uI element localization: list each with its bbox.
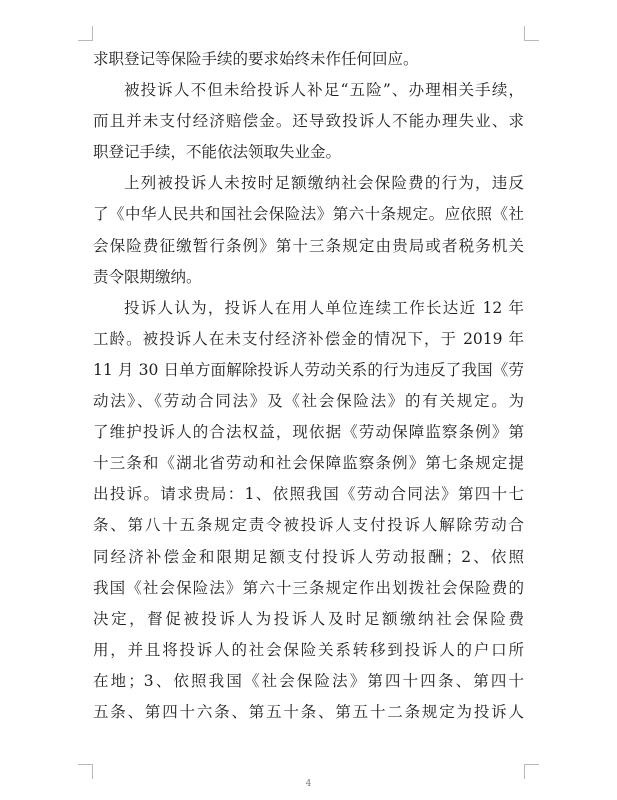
text-line: 职登记手续，不能依法领取失业金。 xyxy=(93,143,342,162)
corner-mark-bottom-left xyxy=(78,764,93,779)
text-line: 我国《社会保险法》第六十三条规定作出划拨社会保险费的 xyxy=(93,578,524,597)
corner-mark-top-right xyxy=(524,26,539,41)
text-line: 同经济补偿金和限期足额支付投诉人劳动报酬；2、依照 xyxy=(93,547,524,566)
text-line: 条、第八十五条规定责令被投诉人支付投诉人解除劳动合 xyxy=(93,516,524,535)
text-line: 被投诉人不但未给投诉人补足“五险”、办理相关手续， xyxy=(124,81,524,100)
text-line: 会保险费征缴暂行条例》第十三条规定由贵局或者税务机关 xyxy=(93,236,524,255)
text-line: 责令限期缴纳。 xyxy=(93,267,202,286)
text-line: 11 月 30 日单方面解除投诉人劳动关系的行为违反了我国《劳 xyxy=(93,360,524,379)
text-line: 投诉人认为，投诉人在用人单位连续工作长达近 12 年 xyxy=(124,298,524,317)
text-line: 用，并且将投诉人的社会保险关系转移到投诉人的户口所 xyxy=(93,640,524,659)
corner-mark-top-left xyxy=(78,26,93,41)
page-number: 4 xyxy=(305,779,312,789)
text-line: 工龄。被投诉人在未支付经济补偿金的情况下，于 2019 年 xyxy=(93,329,524,348)
text-line: 在地；3、依照我国《社会保险法》第四十四条、第四十 xyxy=(93,671,524,690)
text-line: 出投诉。请求贵局：1、依照我国《劳动合同法》第四十七 xyxy=(93,485,524,504)
text-line: 动法》、《劳动合同法》及《社会保险法》的有关规定。为 xyxy=(93,392,524,411)
text-line: 而且并未支付经济赔偿金。还导致投诉人不能办理失业、求 xyxy=(93,112,524,131)
document-body xyxy=(93,44,524,728)
corner-mark-bottom-right xyxy=(524,764,539,779)
text-line: 上列被投诉人未按时足额缴纳社会保险费的行为，违反 xyxy=(124,174,524,193)
text-line: 了《中华人民共和国社会保险法》第六十条规定。应依照《社 xyxy=(93,205,524,224)
text-line: 五条、第四十六条、第五十条、第五十二条规定为投诉人 xyxy=(93,702,524,721)
text-line: 十三条和《湖北省劳动和社会保障监察条例》第七条规定提 xyxy=(93,454,524,473)
text-line: 决定，督促被投诉人为投诉人及时足额缴纳社会保险费 xyxy=(93,609,524,628)
text-line: 了维护投诉人的合法权益，现依据《劳动保障监察条例》第 xyxy=(93,423,524,442)
text-line: 求职登记等保险手续的要求始终未作任何回应。 xyxy=(93,50,419,68)
